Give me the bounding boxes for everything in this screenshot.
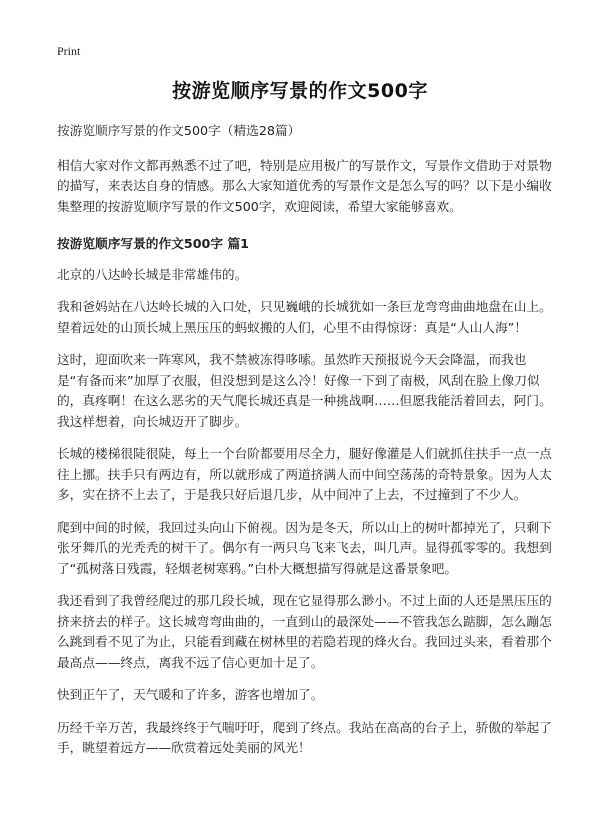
paragraph: 这时，迎面吹来一阵寒风，我不禁被冻得哆嗦。虽然昨天预报说今天会降温，而我也是“有备而来”加厚了衣服，但没想到是这么冷！好像一下到了南极，风刮在脸上像刀似的，真疼啊！在这么恶劣的天气爬长城还真是一种挑战啊……但愿我能活着回去，阿门。我这样想着，向长城迈开了脚步。: [57, 352, 552, 429]
paragraph: 我还看到了我曾经爬过的那几段长城，现在它显得那么渺小。不过上面的人还是黑压压的挤来挤去的样子。这长城弯弯曲曲的，一直到山的最深处——不管我怎么踮脚，怎么蹦怎么跳到看不见了为止，只能看到藏在树林里的若隐若现的烽火台。我回过头来，看着那个最高点——终点，离我不远了信心更加十足了。: [57, 593, 552, 670]
paragraph: 快到正午了，天气暖和了许多，游客也增加了。: [57, 687, 324, 702]
paragraph: 爬到中间的时候，我回过头向山下俯视。因为是冬天，所以山上的树叶都掉光了，只剩下张牙舞爪的光秃秃的树干了。偶尔有一两只乌飞来飞去，叫几声。显得孤零零的。我想到了“孤树落日残霞，轻烟老树寒鸦。”白朴大概想描写得就是这番景象吧。: [57, 519, 552, 576]
paragraph: 我和爸妈站在八达岭长城的入口处，只见巍峨的长城犹如一条巨龙弯弯曲曲地盘在山上。望着远处的山顶长城上黑压压的蚂蚁搬的人们，心里不由得惊讶：真是“人山人海”！: [57, 299, 552, 335]
paragraph: 北京的八达岭长城是非常雄伟的。: [57, 266, 248, 282]
intro-paragraph: 相信大家对作文都再熟悉不过了吧，特别是应用极广的写景作文，写景作文借助于对景物的描写，来表达自身的情感。那么大家知道优秀的写景作文是怎么写的吗？以下是小编收集整理的按游览顺序写景的作文500字，欢迎阅读，希望大家能够喜欢。: [57, 157, 552, 214]
paragraph: 历经千辛万苦，我最终终于气喘吁吁，爬到了终点。我站在高高的台子上，骄傲的举起了手，眺望着远方——欣赏着远处美丽的风光！: [57, 719, 552, 755]
print-link[interactable]: Print: [57, 44, 81, 58]
page-title: 按游览顺序写景的作文500字: [172, 80, 428, 102]
article-body: [57, 121, 552, 771]
section-heading: 按游览顺序写景的作文500字 篇1: [57, 236, 249, 251]
paragraph: 长城的楼梯很陡很陡，每上一个台阶都要用尽全力，腿好像灌是人们就抓住扶手一点一点往上挪。扶手只有两边有，所以就形成了两道挤满人而中间空荡荡的奇特景象。因为人太多，实在挤不上去了，于是我只好后退几步，从中间冲了上去，不过撞到了不少人。: [57, 446, 552, 502]
article-subtitle: 按游览顺序写景的作文500字（精选28篇）: [57, 123, 301, 138]
